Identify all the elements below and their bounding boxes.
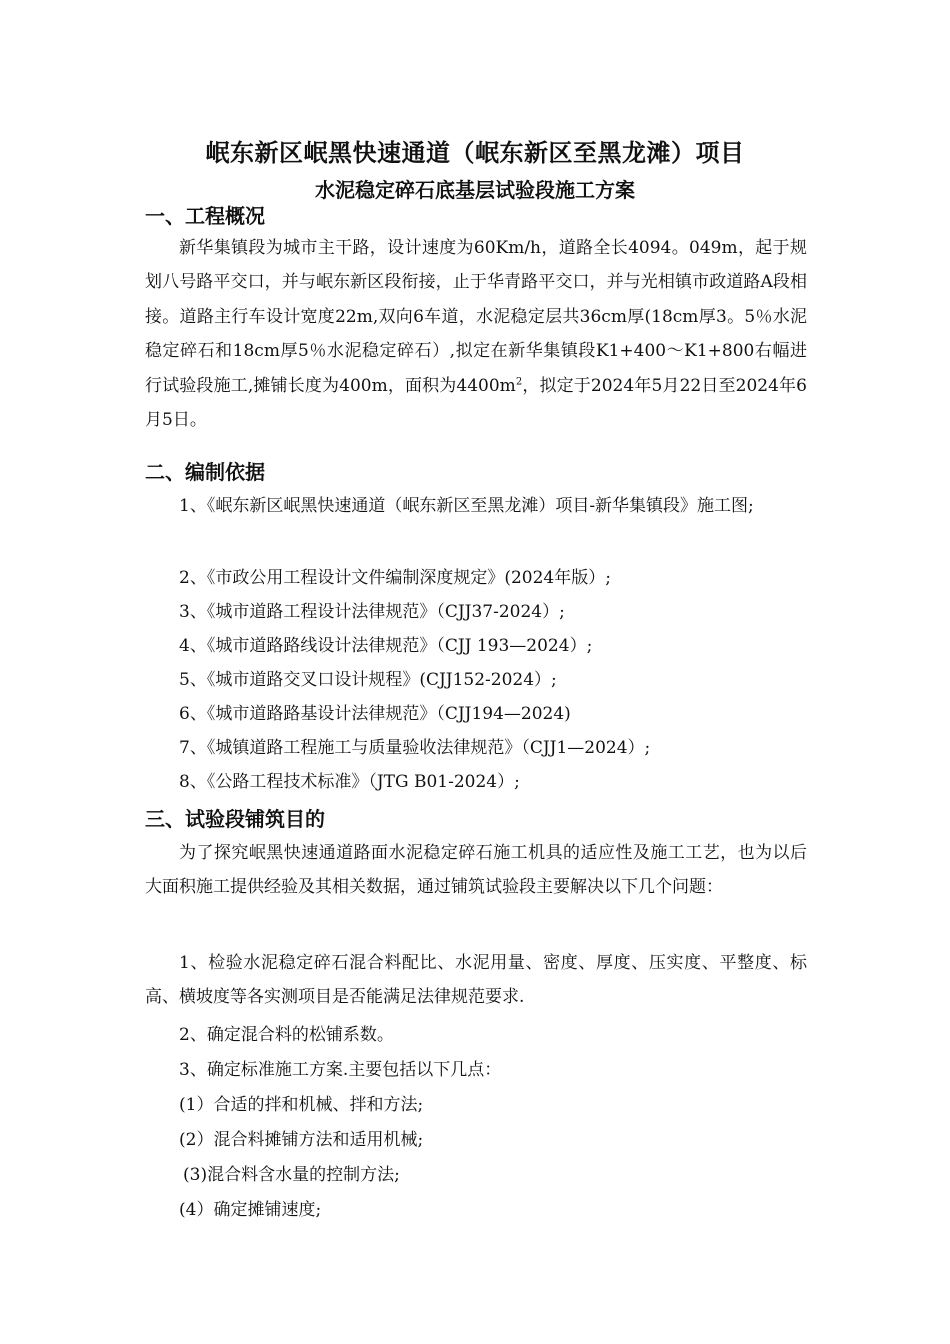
purpose-intro: 为了探究岷黑快速通道路面水泥稳定碎石施工机具的适应性及施工工艺，也为以后大面积施工提供经验及其相关数据，通过铺筑试验段主要解决以下几个问题：: [145, 843, 807, 898]
basis-item-1: 1、《岷东新区岷黑快速通道（岷东新区至黑龙滩）项目-新华集镇段》施工图;: [179, 496, 754, 516]
section-heading-basis: 二、编制依据: [145, 460, 265, 484]
purpose-subpoint-4: (4）确定摊铺速度;: [179, 1200, 322, 1220]
basis-item-8: 8、《公路工程技术标准》（JTG B01-2024）;: [179, 772, 520, 792]
purpose-point-2: 2、确定混合料的松铺系数。: [179, 1025, 394, 1045]
document-title: 岷东新区岷黑快速通道（岷东新区至黑龙滩）项目: [205, 139, 745, 167]
basis-item-5: 5、《城市道路交叉口设计规程》(CJJ152-2024）;: [179, 670, 557, 690]
section-heading-purpose: 三、试验段铺筑目的: [145, 807, 325, 831]
basis-item-7: 7、《城镇道路工程施工与质量验收法律规范》（CJJ1—2024）;: [179, 738, 651, 758]
purpose-point-3: 3、确定标准施工方案.主要包括以下几点：: [179, 1060, 502, 1080]
purpose-subpoint-2: (2）混合料摊铺方法和适用机械;: [179, 1130, 424, 1150]
purpose-subpoint-1: (1）合适的拌和机械、拌和方法;: [179, 1095, 424, 1115]
basis-item-6: 6、《城市道路路基设计法律规范》（CJJ194—2024): [179, 704, 571, 724]
overview-paragraph: [145, 231, 807, 437]
overview-text-end: ，拟定于2024年5月22日至2024年6月5日。: [145, 375, 807, 431]
basis-item-2: 2、《市政公用工程设计文件编制深度规定》(2024年版）;: [179, 568, 611, 588]
document-subtitle: 水泥稳定碎石底基层试验段施工方案: [315, 178, 635, 202]
basis-item-4: 4、《城市道路路线设计法律规范》（CJJ 193—2024）;: [179, 636, 593, 656]
purpose-subpoint-3: (3)混合料含水量的控制方法;: [183, 1165, 400, 1185]
basis-item-3: 3、《城市道路工程设计法律规范》（CJJ37-2024）;: [179, 602, 565, 622]
overview-text: 新华集镇段为城市主干路，设计速度为60Km/h，道路全长4094。049m，起于规划八号路平交口，并与岷东新区段衔接，止于华青路平交口，并与光相镇市政道路A段相接。道路主行车设计宽度22m,双向6车道，水泥稳定层共36cm厚(18cm厚3。5％水泥稳定碎石和18cm厚5％水泥稳定碎石）,拟定在新华集镇段K1+400～K1+800右幅进行试验段施工,摊铺长度为400m，面积为4400m: [145, 238, 807, 396]
area-unit-superscript: 2: [515, 375, 523, 387]
purpose-point-1: 1、检验水泥稳定碎石混合料配比、水泥用量、密度、厚度、压实度、平整度、标高、横坡度等各实测项目是否能满足法律规范要求.: [145, 953, 807, 1008]
section-heading-overview: 一、工程概况: [145, 204, 265, 228]
